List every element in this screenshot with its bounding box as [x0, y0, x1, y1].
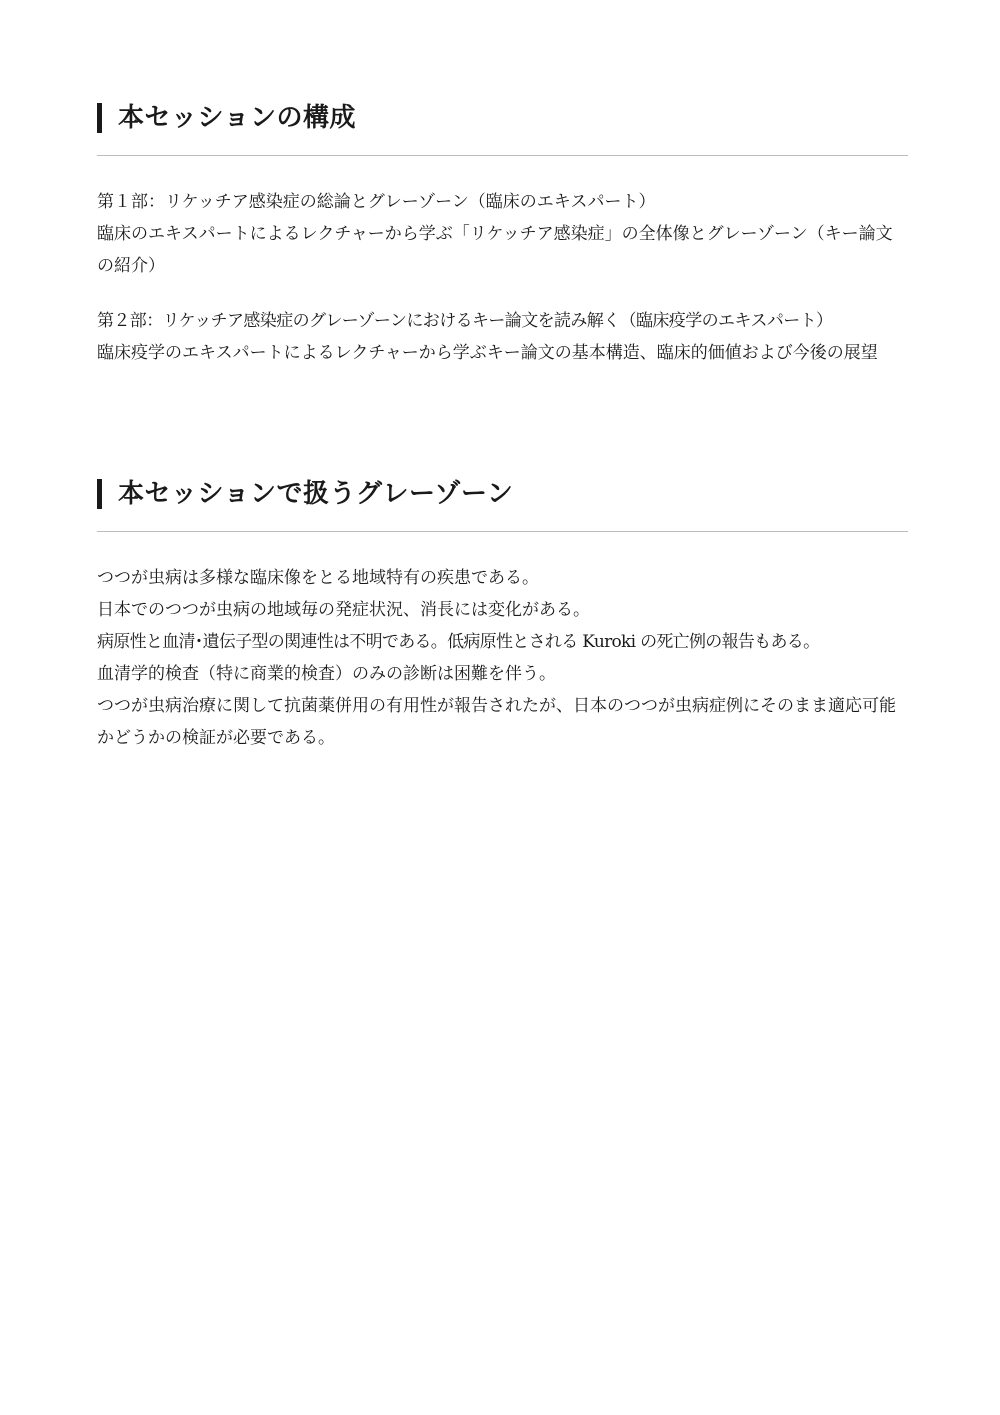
section-title: 本セッションで扱うグレーゾーン	[118, 479, 514, 509]
heading-marker-bar	[97, 103, 102, 133]
section-title: 本セッションの構成	[118, 103, 356, 133]
grey-zone-item: 病原性と血清･遺伝子型の関連性は不明である。低病原性とされる Kuroki の死亡例の報告もある。	[97, 632, 820, 652]
part2-title: 第２部：リケッチア感染症のグレーゾーンにおけるキー論文を読み解く（臨床疫学のエキスパート）	[97, 311, 833, 331]
grey-zone-item: つつが虫病は多様な臨床像をとる地域特有の疾患である。	[97, 568, 539, 588]
grey-zone-list	[97, 562, 908, 754]
part1-body: 臨床のエキスパートによるレクチャーから学ぶ「リケッチア感染症」の全体像とグレーゾーン（キー論文の紹介）	[97, 224, 893, 276]
grey-zone-item: 日本でのつつが虫病の地域毎の発症状況、消長には変化がある。	[97, 600, 590, 620]
grey-zone-item: 血清学的検査（特に商業的検査）のみの診断は困難を伴う。	[97, 664, 556, 684]
part1-title: 第１部：リケッチア感染症の総論とグレーゾーン（臨床のエキスパート）	[97, 192, 656, 212]
part1-block	[97, 186, 908, 282]
section-heading-grey-zone	[97, 476, 908, 532]
heading-marker-bar	[97, 479, 102, 509]
part2-body: 臨床疫学のエキスパートによるレクチャーから学ぶキー論文の基本構造、臨床的価値および今後の展望	[97, 343, 878, 363]
section-heading-structure	[97, 100, 908, 156]
grey-zone-item: つつが虫病治療に関して抗菌薬併用の有用性が報告されたが、日本のつつが虫病症例にそのまま適応可能かどうかの検証が必要である。	[97, 696, 896, 748]
part2-block	[97, 305, 908, 369]
